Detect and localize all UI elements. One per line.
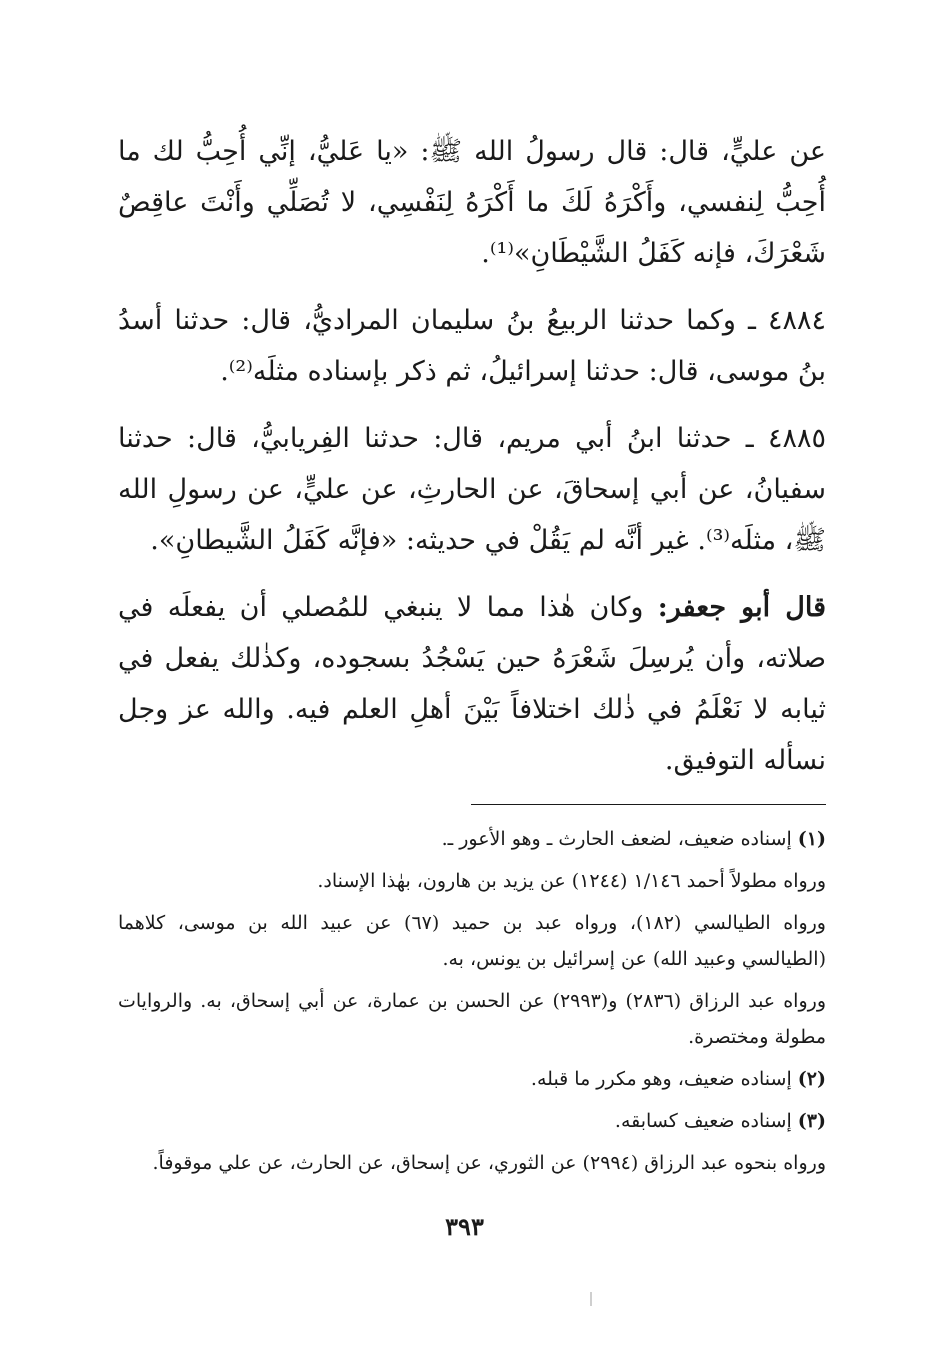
footnote-1-marker: (١) [797,828,826,850]
footnote-3-text: إسناده ضعيف كسابقه. [614,1110,792,1132]
abu-jafar-text: وكان هٰذا مما لا ينبغي للمُصلي أن يفعلَه في صلاته، وأن يُرسِلَ شَعْرَهُ حين يَسْجُدُ بسجوده، وكذٰلك يفعل في ثيابه لا نَعْلَمُ في ذٰلك اختلافاً بَيْنَ أهلِ العلم فيه. والله عز وجل نسأله التوفيق. [118,592,826,776]
paragraph-abu-jafar [118,582,826,786]
scan-artifact [590,1292,592,1306]
paragraph-hadith-4885: ٤٨٨٥ ـ حدثنا ابنُ أبي مريم، قال: حدثنا الفِريابيُّ، قال: حدثنا سفيانُ، عن أبي إسحاقَ، عن الحارثِ، عن عليٍّ، عن رسولِ الله ﷺ، مثلَه⁽³⁾. غير أنَّه لم يَقُلْ في حديثه: «فإنَّه كَفَلُ الشَّيطانِ». [118,423,826,556]
footnote-1-line-3: ورواه الطيالسي (١٨٢)، ورواه عبد بن حميد (٦٧) عن عبيد الله بن موسى، كلاهما (الطيالسي وعبيد الله) عن إسرائيل بن يونس، به. [118,912,826,970]
footnote-2-marker: (٢) [797,1068,826,1090]
page-number: ٣٩٣ [445,1212,484,1241]
footnote-3 [118,1103,826,1139]
paragraph-hadith-4884: ٤٨٨٤ ـ وكما حدثنا الربيعُ بنُ سليمان المراديُّ، قال: حدثنا أسدُ بنُ موسى، قال: حدثنا إسرائيلُ، ثم ذكر بإسناده مثلَه⁽²⁾. [118,305,826,387]
footnote-1-line-2: ورواه مطولاً أحمد ١/١٤٦ (١٢٤٤) عن يزيد بن هارون، بهٰذا الإسناد. [317,870,826,892]
footnotes [118,821,826,1181]
footnote-3-marker: (٣) [797,1110,826,1132]
footnote-divider [471,804,826,805]
footnote-3-line-2: ورواه بنحوه عبد الرزاق (٢٩٩٤) عن الثوري، عن إسحاق، عن الحارث، عن علي موقوفاً. [152,1152,826,1174]
footnote-2-text: إسناده ضعيف، وهو مكرر ما قبله. [530,1068,792,1090]
page-body [118,126,826,1181]
paragraph-hadith-text: عن عليٍّ، قال: قال رسولُ الله ﷺ: «يا عَليُّ، إنِّي أُحِبُّ لك ما أُحِبُّ لِنفسي، وأَكْرَهُ لَكَ ما أَكْرَهُ لِنَفْسِي، لا تُصَلِّي وأَنْتَ عاقِصٌ شَعْرَكَ، فإنه كَفَلُ الشَّيْطَانِ»⁽¹⁾. [118,136,826,269]
footnote-1-line-4: ورواه عبد الرزاق (٢٨٣٦) و(٢٩٩٣) عن الحسن بن عمارة، عن أبي إسحاق، به. والروايات مطولة ومختصرة. [118,990,826,1048]
footnote-1-text: إسناده ضعيف، لضعف الحارث ـ وهو الأعور ـ. [441,828,792,850]
main-text [118,126,826,786]
footnote-2 [118,1061,826,1097]
abu-jafar-lead: قال أبو جعفر: [657,592,826,623]
footnote-1 [118,821,826,857]
